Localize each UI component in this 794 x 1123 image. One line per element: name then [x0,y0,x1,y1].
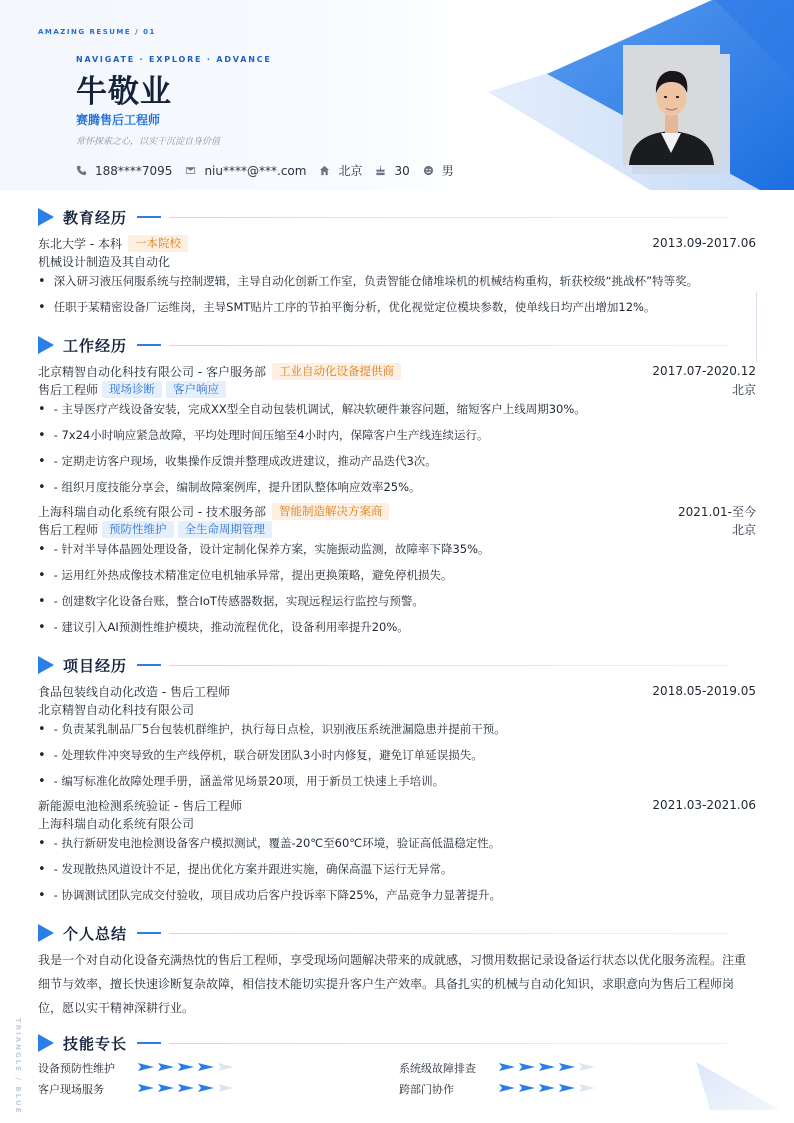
job-header [38,502,756,520]
section-heading: 项目经历 [63,656,128,675]
section-work-title [38,335,728,355]
contact-bar [76,162,467,179]
project-name: 食品包装线自动化改造 - 售后工程师 [38,684,230,699]
skill-level [499,1063,599,1071]
skill-level-arrow-filled [178,1084,194,1092]
list-item: • - 发现散热风道设计不足，提出优化方案并跟进实施，确保高温下运行无异常。 [38,861,453,877]
vertical-rule [756,292,757,362]
section-projects-title [38,655,728,675]
skill-level-arrow-filled [138,1084,154,1092]
bullet-text: - 创建数字化设备台账，整合IoT传感器数据，实现远程运行监控与预警。 [53,594,424,608]
skill-tag: 全生命周期管理 [178,521,273,538]
major [38,252,756,270]
job-role [38,520,756,538]
section-heading: 技能专长 [63,1034,128,1053]
job-title: 赛腾售后工程师 [76,113,161,127]
project-header [38,796,756,814]
email-text: niu****@***.com [204,163,307,178]
bullet-text: - 针对半导体晶圆处理设备，设计定制化保养方案，实施振动监测，故障率下降35%。 [53,542,490,556]
section-heading: 个人总结 [63,924,128,943]
project-company-text: 上海科瑞自动化系统有限公司 [38,816,195,831]
section-heading: 工作经历 [63,336,128,355]
triangle-icon [38,656,54,674]
bullet-text: - 定期走访客户现场，收集操作反馈并整理成改进建议，推动产品迭代3次。 [53,454,437,468]
motto: 常怀探索之心，以实干沉淀自身价值 [76,137,221,147]
profile-photo [623,45,720,165]
triangle-icon [38,1034,54,1052]
skill-level-arrow-empty [579,1063,595,1071]
list-item: • - 7x24小时响应紧急故障，平均处理时间压缩至4小时内，保障客户生产线连续运行。 [38,427,489,443]
list-item: • - 主导医疗产线设备安装，完成XX型全自动包装机调试，解决软硬件兼容问题，缩短客户上线周期30%。 [38,401,586,417]
job-location: 北京 [731,382,756,397]
list-item: • - 定期走访客户现场，收集操作反馈并整理成改进建议，推动产品迭代3次。 [38,453,437,469]
skill-level-arrow-filled [158,1063,174,1071]
skill-level [499,1084,599,1092]
skill-tag: 现场诊断 [102,381,162,398]
skill-item [399,1081,639,1097]
heading-dash [137,344,161,346]
footer-decoration [690,1060,794,1123]
project-company [38,814,756,832]
bullet-text: - 运用红外热成像技术精准定位电机轴承异常，提出更换策略，避免停机损失。 [53,568,453,582]
list-item: • 深入研习液压伺服系统与控制逻辑，主导自动化创新工作室，负责智能仓储堆垛机的机械结构重构，斩获校级“挑战杯”特等奖。 [38,273,699,289]
major-text: 机械设计制造及其自动化 [38,254,171,269]
home-icon [319,165,330,176]
bullet-text: - 发现散热风道设计不足，提出优化方案并跟进实施，确保高温下运行无异常。 [53,862,453,876]
job-role [38,380,756,398]
skill-name: 系统级故障排查 [399,1062,476,1075]
bullet-text: 深入研习液压伺服系统与控制逻辑，主导自动化创新工作室，负责智能仓储堆垛机的机械结构重构，斩获校级“挑战杯”特等奖。 [53,274,699,288]
job-period: 2017.07-2020.12 [652,364,756,378]
section-skills-title [38,1033,728,1053]
skill-level-arrow-filled [519,1084,535,1092]
company-tag: 工业自动化设备提供商 [272,363,401,380]
list-item: • - 执行新研发电池检测设备客户模拟测试，覆盖-20℃至60℃环境，验证高低温稳定性。 [38,835,501,851]
contact-city [319,162,362,179]
skill-level-arrow-filled [499,1063,515,1071]
skill-level-arrow-filled [138,1063,154,1071]
heading-line [169,933,728,934]
heading-dash [137,1042,161,1044]
job-header [38,362,756,380]
skill-name: 跨部门协作 [399,1083,454,1096]
bullet-text: - 7x24小时响应紧急故障，平均处理时间压缩至4小时内，保障客户生产线连续运行。 [53,428,489,442]
bullet-text: - 协调测试团队完成交付验收，项目成功后客户投诉率下降25%，产品竞争力显著提升。 [53,888,502,902]
list-item: • - 运用红外热成像技术精准定位电机轴承异常，提出更换策略，避免停机损失。 [38,567,453,583]
skill-level-arrow-empty [218,1084,234,1092]
skill-level-arrow-empty [579,1084,595,1092]
project-company [38,700,756,718]
phone-text: 188****7095 [95,163,173,178]
bullet-text: - 主导医疗产线设备安装，完成XX型全自动包装机调试，解决软硬件兼容问题，缩短客户上线周期30%。 [53,402,586,416]
cake-icon [375,165,386,176]
list-item: • - 建议引入AI预测性维护模块，推动流程优化，设备利用率提升20%。 [38,619,409,635]
skill-item [38,1081,278,1097]
skill-name: 客户现场服务 [38,1083,104,1096]
heading-dash [137,664,161,666]
triangle-icon [38,924,54,942]
project-header [38,682,756,700]
person-icon [423,165,434,176]
list-item: • - 编写标准化故障处理手册，涵盖常见场景20项，用于新员工快速上手培训。 [38,773,445,789]
role-text: 售后工程师 [38,382,99,397]
contact-email [185,164,306,178]
heading-dash [137,932,161,934]
skill-level [138,1084,238,1092]
skill-level-arrow-filled [559,1084,575,1092]
skill-level-arrow-filled [198,1084,214,1092]
portrait-image [623,45,720,165]
bullet-text: 任职于某精密设备厂运维岗，主导SMT贴片工序的节拍平衡分析，优化视觉定位模块参数，使单线日均产出增加12%。 [53,300,656,314]
school-badge: 一本院校 [128,235,188,252]
list-item: • - 组织月度技能分享会，编制故障案例库，提升团队整体响应效率25%。 [38,479,421,495]
contact-age [375,164,409,178]
skill-level-arrow-filled [559,1063,575,1071]
skill-tag: 客户响应 [166,381,226,398]
list-item: • - 协调测试团队完成交付验收，项目成功后客户投诉率下降25%，产品竞争力显著提升。 [38,887,502,903]
skill-level-arrow-filled [539,1084,555,1092]
bullet-text: - 处理软件冲突导致的生产线停机，联合研发团队3小时内修复，避免订单延误损失。 [53,748,483,762]
city-text: 北京 [338,164,363,178]
job-location: 北京 [731,522,756,537]
list-item: • - 创建数字化设备台账，整合IoT传感器数据，实现远程运行监控与预警。 [38,593,424,609]
heading-line [169,217,728,218]
education-entry [38,234,756,252]
job-period: 2021.01-至今 [678,504,756,519]
skill-name: 设备预防性维护 [38,1062,115,1075]
section-summary-title [38,923,728,943]
project-period: 2018.05-2019.05 [652,684,756,698]
bullet-text: - 负责某乳制品厂5台包装机群维护，执行每日点检，识别液压系统泄漏隐患并提前干预。 [53,722,506,736]
mail-icon [185,165,196,176]
summary-text: 我是一个对自动化设备充满热忱的售后工程师，享受现场问题解决带来的成就感，习惯用数据记录设备运行状态以优化服务流程。注重细节与效率，擅长快速诊断复杂故障，相信技术能切实提升客户生产效率。具备扎实的机械与自动化知识，求职意向为售后工程师岗位，愿以实干精神深耕行业。 [38,953,747,1015]
gender-text: 男 [441,164,454,178]
section-education-title [38,207,728,227]
company-tag: 智能制造解决方案商 [272,503,390,520]
project-period: 2021.03-2021.06 [652,798,756,812]
bullet-text: - 建议引入AI预测性维护模块，推动流程优化，设备利用率提升20%。 [53,620,409,634]
candidate-name: 牛敬业 [76,74,172,110]
skill-level-arrow-empty [218,1063,234,1071]
school-name: 东北大学 - 本科 [38,236,122,251]
skill-level-arrow-filled [519,1063,535,1071]
skill-item [399,1060,639,1076]
phone-icon [76,165,87,176]
bullet-text: - 组织月度技能分享会，编制故障案例库，提升团队整体响应效率25%。 [53,480,421,494]
list-item: • - 针对半导体晶圆处理设备，设计定制化保养方案，实施振动监测，故障率下降35%。 [38,541,490,557]
resume-header [0,0,794,190]
skill-level-arrow-filled [158,1084,174,1092]
triangle-icon [38,208,54,226]
heading-dash [137,216,161,218]
contact-gender [423,162,454,179]
role-text: 售后工程师 [38,522,99,537]
bullet-text: - 执行新研发电池检测设备客户模拟测试，覆盖-20℃至60℃环境，验证高低温稳定性。 [53,836,501,850]
skill-level-arrow-filled [499,1084,515,1092]
skill-level [138,1063,238,1071]
skill-level-arrow-filled [178,1063,194,1071]
company-name: 上海科瑞自动化系统有限公司 - 技术服务部 [38,504,266,519]
skill-level-arrow-filled [539,1063,555,1071]
list-item: • 任职于某精密设备厂运维岗，主导SMT贴片工序的节拍平衡分析，优化视觉定位模块参数，使单线日均产出增加12%。 [38,299,656,315]
tagline: NAVIGATE · EXPLORE · ADVANCE [76,55,272,64]
project-name: 新能源电池检测系统验证 - 售后工程师 [38,798,242,813]
list-item: • - 负责某乳制品厂5台包装机群维护，执行每日点检，识别液压系统泄漏隐患并提前干预。 [38,721,506,737]
list-item: • - 处理软件冲突导致的生产线停机，联合研发团队3小时内修复，避免订单延误损失。 [38,747,483,763]
skill-item [38,1060,278,1076]
age-text: 30 [394,163,410,178]
company-name: 北京精智自动化科技有限公司 - 客户服务部 [38,364,266,379]
bullet-text: - 编写标准化故障处理手册，涵盖常见场景20项，用于新员工快速上手培训。 [53,774,445,788]
heading-line [169,1043,728,1044]
triangle-icon [38,336,54,354]
side-label: TRIANGLE / BLUE [14,1018,22,1115]
project-company-text: 北京精智自动化科技有限公司 [38,702,195,717]
heading-line [169,345,728,346]
section-heading: 教育经历 [63,208,128,227]
skill-level-arrow-filled [198,1063,214,1071]
contact-phone [76,164,172,178]
brand-label: AMAZING RESUME / 01 [38,28,156,36]
heading-line [169,665,728,666]
education-period: 2013.09-2017.06 [652,236,756,250]
skill-tag: 预防性维护 [102,521,174,538]
